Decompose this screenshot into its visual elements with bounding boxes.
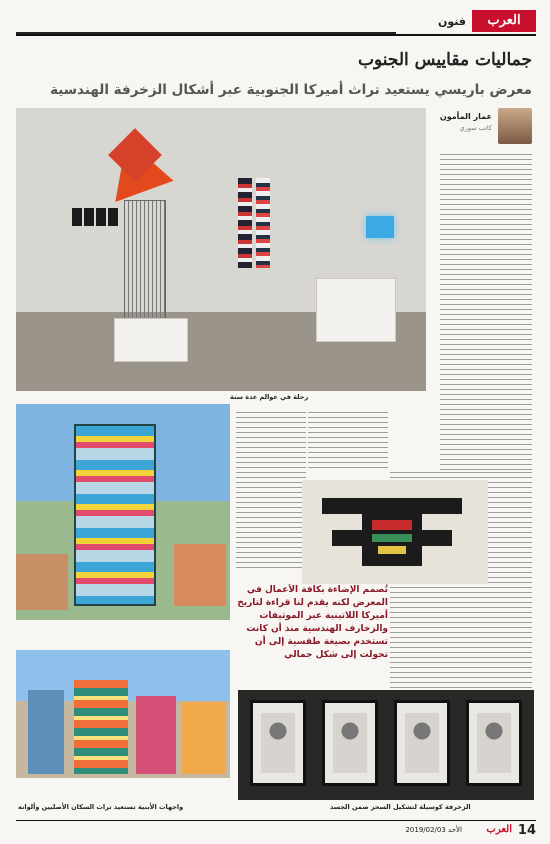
author-byline [440,108,532,148]
striped-artwork [238,178,252,268]
page-number: 14 [517,823,536,838]
pedestal [316,278,396,342]
article-subtitle: معرض باريسي يستعيد تراث أميركا الجنوبية عبر أشكال الزخرفة الهندسية [50,82,532,98]
page-footer [16,820,536,838]
frames-caption: الزخرفة كوسيلة لتشكيل السحر ضمن الجسد [330,803,471,811]
wire-sculpture [124,200,166,320]
body-text-column [236,410,306,570]
newspaper-logo: العرب [472,10,536,32]
author-photo [498,108,532,144]
framed-photo [394,700,450,786]
framed-photographs [238,690,534,800]
building-photo [16,404,230,620]
street-buildings-photo [16,650,230,778]
page-header [16,10,536,36]
striped-artwork [256,178,270,268]
colorful-building [74,424,156,606]
gallery-photo [16,108,426,391]
section-label: فنون [438,15,466,28]
gallery-caption: رحلة في عوالم عدة سنة [230,393,309,401]
side-building [174,544,226,606]
building [74,680,128,774]
blue-light-box [366,216,394,238]
buildings-caption: واجهات الأبنية تستعيد تراث السكان الأصليين وألوانه [18,803,184,811]
author-role: كاتب سوري [459,124,492,132]
geometric-pattern-artwork [302,480,488,584]
framed-photo [322,700,378,786]
author-name: عمار المأمون [439,112,492,121]
green-band [372,534,412,542]
footer-logo: العرب [486,824,512,835]
issue-date: الأحد 2019/02/03 [405,826,462,834]
building [28,690,64,774]
pull-quote: تُصمم الإضاءة بكافة الأعمال في المعرض لكنه يقدم لنا قراءة لتاريخ أميركا اللاتينية عبر الموتيفات والزخارف الهندسية منذ أن كانت تستخدم بصيغة طقسية إلى أن تحولت إلى شكل جمالي [237,585,388,660]
building [182,702,226,774]
red-band [372,520,412,530]
side-building [16,554,68,610]
pedestal [114,318,188,362]
header-rule [16,32,396,34]
article-title: جماليات مقاييس الجنوب [357,50,532,70]
body-text-column [308,410,388,470]
building [136,696,176,774]
framed-photo [466,700,522,786]
framed-photo [250,700,306,786]
framed-works [72,208,120,226]
yellow-band [378,546,406,554]
